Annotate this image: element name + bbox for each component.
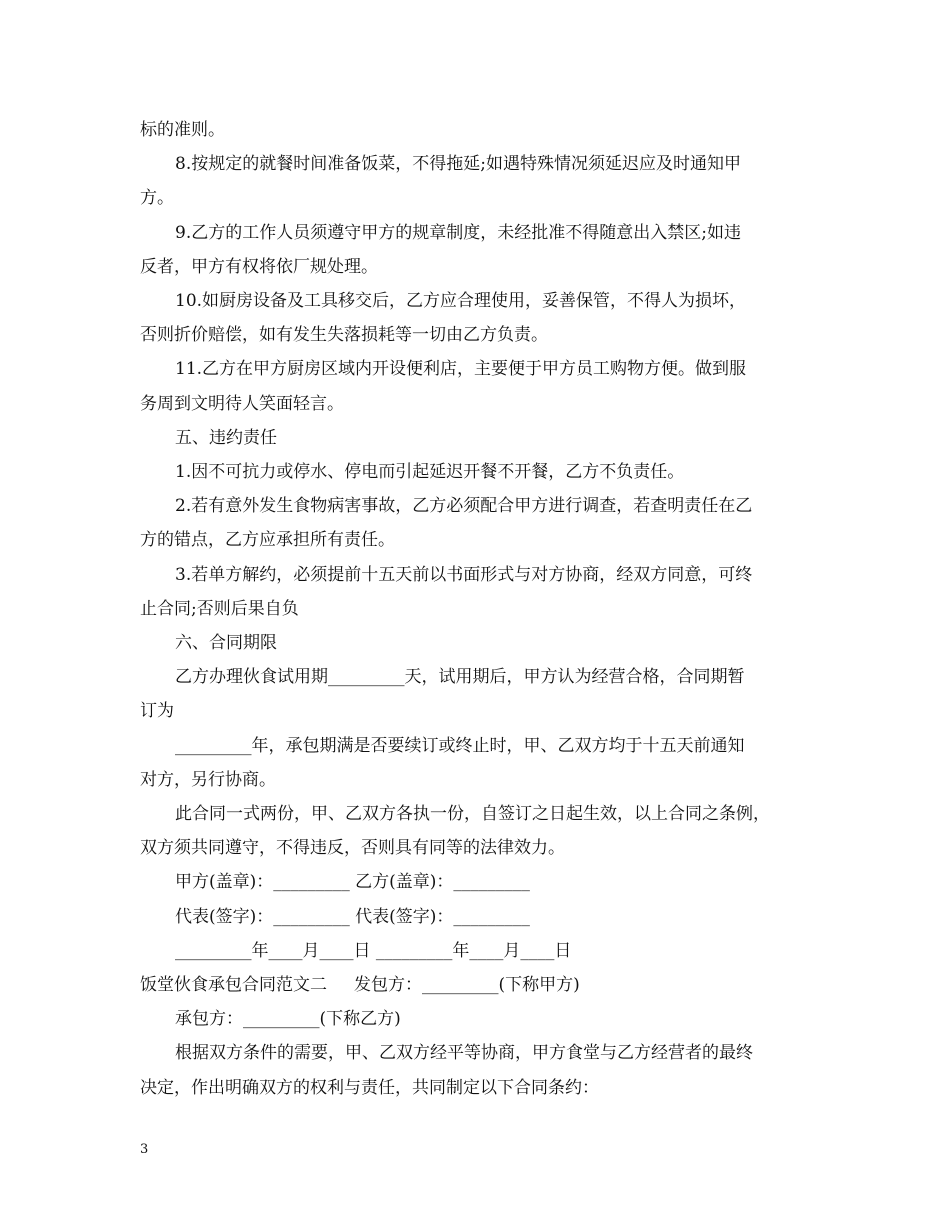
- text-line: 五、违约责任: [175, 427, 277, 448]
- text-line: 对方，另行协商。: [140, 769, 276, 790]
- text-line: 9.乙方的工作人员须遵守甲方的规章制度，未经批准不得随意出入禁区;如违: [175, 222, 741, 243]
- text-line: 方的错点，乙方应承担所有责任。: [140, 530, 395, 551]
- text-line: 3.若单方解约，必须提前十五天前以书面形式与对方协商，经双方同意，可终: [175, 564, 753, 585]
- text-line: 止合同;否则后果自负: [140, 598, 299, 619]
- text-line: 六、合同期限: [175, 633, 277, 653]
- text-line: 此合同一式两份，甲、乙双方各执一份，自签订之日起生效，以上合同之条例，: [175, 804, 770, 824]
- text-line: 方。: [140, 188, 174, 209]
- text-line: 2.若有意外发生食物病害事故，乙方必须配合甲方进行调查，若查明责任在乙: [175, 496, 753, 517]
- text-line: _________年，承包期满是否要续订或终止时，甲、乙双方均于十五天前通知: [175, 735, 745, 756]
- text-line: 饭堂伙食承包合同范文二 发包方：_________(下称甲方): [140, 975, 580, 995]
- text-line: _________年____月____日 _________年____月____日: [175, 940, 572, 961]
- text-line: 乙方办理伙食试用期_________天，试用期后，甲方认为经营合格，合同期暂: [175, 667, 745, 688]
- text-line: 代表(签字)：_________ 代表(签字)：_________: [175, 906, 530, 927]
- text-line: 标的准则。: [140, 120, 225, 140]
- page-number: 3: [140, 1142, 149, 1157]
- text-line: 10.如厨房设备及工具移交后，乙方应合理使用，妥善保管，不得人为损坏，: [175, 291, 747, 311]
- text-line: 8.按规定的就餐时间准备饭菜，不得拖延;如遇特殊情况须延迟应及时通知甲: [175, 154, 741, 175]
- text-line: 决定，作出明确双方的权利与责任，共同制定以下合同条约：: [140, 1077, 599, 1098]
- text-line: 1.因不可抗力或停水、停电而引起延迟开餐不开餐，乙方不负责任。: [175, 462, 685, 482]
- text-line: 否则折价赔偿，如有发生失落损耗等一切由乙方负责。: [140, 325, 548, 346]
- text-line: 反者，甲方有权将依厂规处理。: [140, 256, 378, 277]
- text-line: 订为: [140, 701, 174, 722]
- text-line: 根据双方条件的需要，甲、乙双方经平等协商，甲方食堂与乙方经营者的最终: [175, 1043, 753, 1064]
- text-line: 务周到文明待人笑面轻言。: [140, 393, 344, 414]
- text-line: 双方须共同遵守，不得违反，否则具有同等的法律效力。: [140, 838, 565, 859]
- text-line: 承包方：_________(下称乙方): [175, 1009, 401, 1030]
- text-line: 甲方(盖章)：_________ 乙方(盖章)：_________: [175, 872, 530, 893]
- text-line: 11.乙方在甲方厨房区域内开设便利店，主要便于甲方员工购物方便。做到服: [175, 359, 747, 380]
